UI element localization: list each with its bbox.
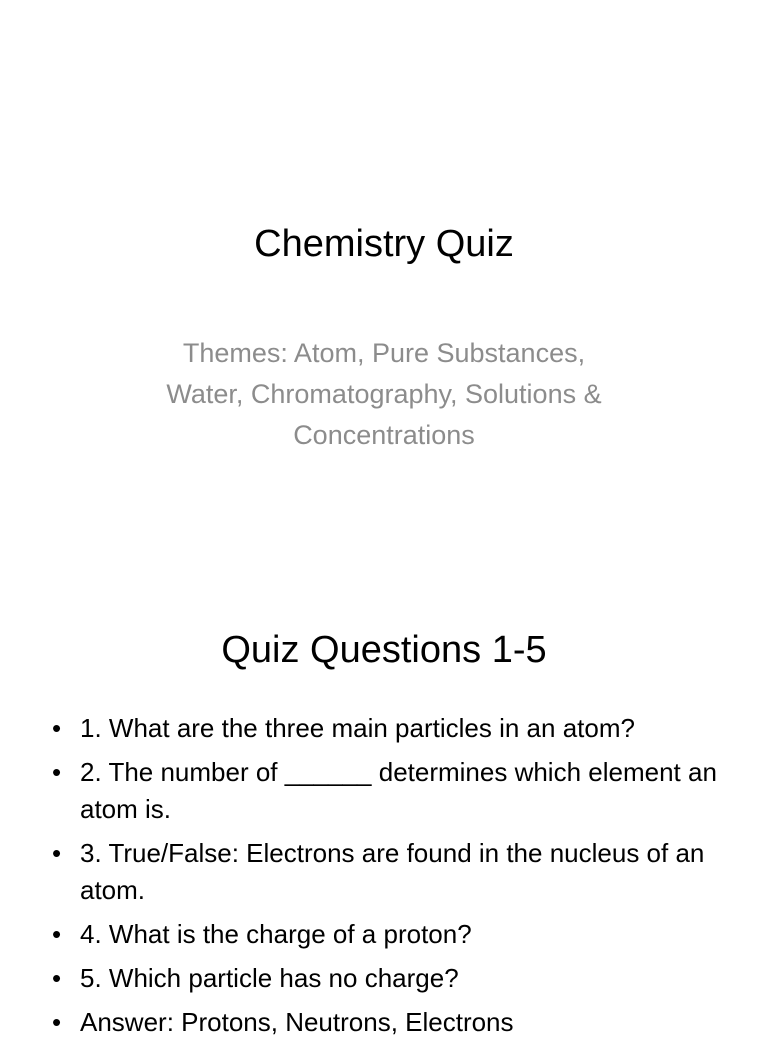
bullet-icon: • bbox=[52, 838, 62, 868]
list-item bbox=[50, 960, 740, 997]
list-item bbox=[50, 916, 740, 953]
slide-title: Chemistry Quiz bbox=[254, 223, 514, 265]
subtitle-line: Themes: Atom, Pure Substances, bbox=[182, 338, 586, 368]
bullet-icon: • bbox=[52, 919, 62, 949]
answer-text: Answer: Protons, Neutrons, Electrons bbox=[80, 1007, 514, 1037]
list-item bbox=[50, 835, 740, 909]
question-text: 5. Which particle has no charge? bbox=[80, 963, 459, 993]
bullet-icon: • bbox=[52, 963, 62, 993]
list-item bbox=[50, 710, 740, 747]
list-item bbox=[50, 754, 740, 828]
bullet-icon: • bbox=[52, 1007, 62, 1037]
slide-title: Quiz Questions 1-5 bbox=[221, 629, 547, 671]
question-text: 1. What are the three main particles in an atom? bbox=[80, 713, 635, 743]
bullet-icon: • bbox=[52, 757, 62, 787]
question-list bbox=[50, 710, 740, 1048]
question-text: 4. What is the charge of a proton? bbox=[80, 919, 472, 949]
slide-subtitle bbox=[104, 333, 664, 456]
question-text: 3. True/False: Electrons are found in the nucleus of an atom. bbox=[80, 838, 705, 905]
bullet-icon: • bbox=[52, 713, 62, 743]
subtitle-line: Water, Chromatography, Solutions & bbox=[166, 379, 602, 409]
question-text: 2. The number of ______ determines which element an atom is. bbox=[80, 757, 717, 824]
questions-slide bbox=[0, 576, 768, 1037]
subtitle-line: Concentrations bbox=[293, 420, 475, 450]
list-item bbox=[50, 1004, 740, 1041]
